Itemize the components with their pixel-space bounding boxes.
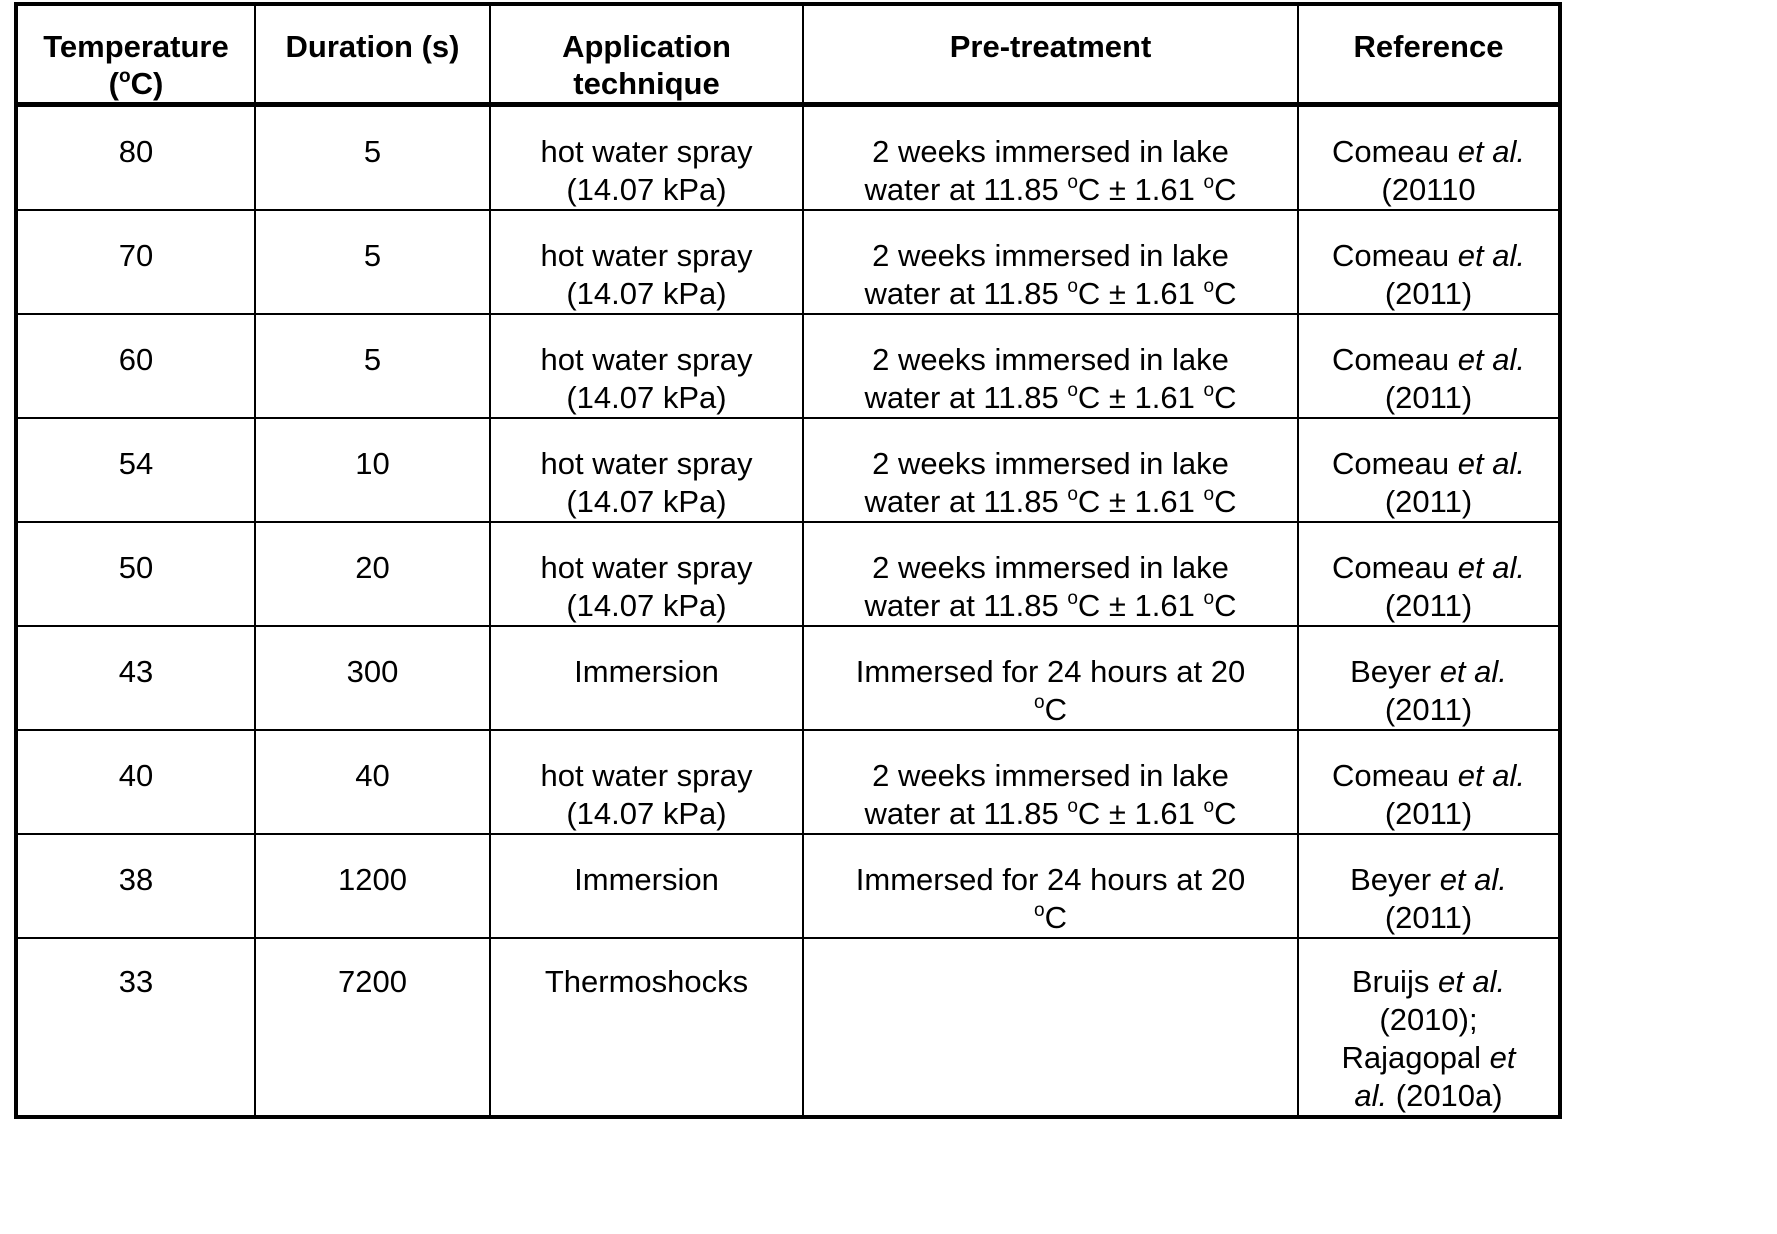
cell-duration bbox=[255, 938, 490, 1117]
cell-technique bbox=[490, 105, 803, 211]
duration-value: 5 bbox=[363, 134, 382, 169]
reference-etal: et al. bbox=[1439, 654, 1507, 689]
cell-reference bbox=[1298, 314, 1560, 418]
table-row bbox=[16, 418, 1560, 522]
cell-temperature bbox=[16, 730, 255, 834]
cell-reference bbox=[1298, 834, 1560, 938]
reference-author: Comeau bbox=[1331, 758, 1458, 793]
pretreatment-text: 2 weeks immersed in lake bbox=[872, 342, 1229, 377]
degree-sup: o bbox=[1067, 796, 1078, 817]
reference-etal: et al. bbox=[1457, 134, 1525, 169]
header-text: Application bbox=[562, 29, 731, 64]
table-row bbox=[16, 105, 1560, 211]
pretreatment-text: C ± 1.61 bbox=[1077, 276, 1204, 311]
table-row bbox=[16, 626, 1560, 730]
reference-year: (2011) bbox=[1384, 276, 1473, 311]
technique-text: hot water spray bbox=[540, 342, 753, 377]
pretreatment-text: water at 11.85 bbox=[864, 172, 1068, 207]
temperature-value: 70 bbox=[118, 238, 154, 273]
cell-pretreatment bbox=[803, 522, 1298, 626]
reference-year: (2011) bbox=[1384, 900, 1473, 935]
technique-text: (14.07 kPa) bbox=[566, 484, 727, 519]
technique-text: Immersion bbox=[574, 654, 719, 689]
reference-etal: et al. bbox=[1457, 238, 1525, 273]
reference-author: Rajagopal bbox=[1341, 1040, 1490, 1075]
data-table bbox=[14, 2, 1562, 1119]
temperature-value: 33 bbox=[118, 964, 154, 999]
pretreatment-text: water at 11.85 bbox=[864, 796, 1068, 831]
pretreatment-text: water at 11.85 bbox=[864, 588, 1068, 623]
cell-duration bbox=[255, 210, 490, 314]
table-row bbox=[16, 314, 1560, 418]
reference-etal: et bbox=[1489, 1040, 1516, 1075]
header-text: Duration (s) bbox=[285, 29, 460, 64]
cell-pretreatment bbox=[803, 834, 1298, 938]
cell-reference bbox=[1298, 210, 1560, 314]
cell-duration bbox=[255, 626, 490, 730]
duration-value: 5 bbox=[363, 342, 382, 377]
cell-duration bbox=[255, 105, 490, 211]
cell-technique bbox=[490, 210, 803, 314]
cell-duration bbox=[255, 730, 490, 834]
header-technique bbox=[490, 4, 803, 105]
degree-sup: o bbox=[1067, 484, 1078, 505]
reference-year: (2011) bbox=[1384, 484, 1473, 519]
pretreatment-text: water at 11.85 bbox=[864, 484, 1068, 519]
technique-text: (14.07 kPa) bbox=[566, 796, 727, 831]
header-text: ( bbox=[108, 66, 119, 101]
temperature-value: 40 bbox=[118, 758, 154, 793]
pretreatment-text: water at 11.85 bbox=[864, 276, 1068, 311]
temperature-value: 60 bbox=[118, 342, 154, 377]
table-row bbox=[16, 834, 1560, 938]
pretreatment-text: 2 weeks immersed in lake bbox=[872, 758, 1229, 793]
temperature-value: 43 bbox=[118, 654, 154, 689]
reference-author: Comeau bbox=[1331, 550, 1458, 585]
technique-text: (14.07 kPa) bbox=[566, 172, 727, 207]
technique-text: (14.07 kPa) bbox=[566, 380, 727, 415]
cell-technique bbox=[490, 418, 803, 522]
reference-etal: et al. bbox=[1457, 342, 1525, 377]
cell-reference bbox=[1298, 522, 1560, 626]
degree-sup: o bbox=[1067, 380, 1078, 401]
header-temperature bbox=[16, 4, 255, 105]
pretreatment-text: 2 weeks immersed in lake bbox=[872, 238, 1229, 273]
header-text: Pre-treatment bbox=[949, 29, 1152, 64]
duration-value: 7200 bbox=[338, 964, 407, 999]
header-duration bbox=[255, 4, 490, 105]
reference-author: Comeau bbox=[1331, 238, 1458, 273]
cell-temperature bbox=[16, 314, 255, 418]
degree-sup: o bbox=[1203, 796, 1215, 817]
reference-year: (2010a) bbox=[1387, 1078, 1503, 1113]
cell-temperature bbox=[16, 834, 255, 938]
reference-author: Beyer bbox=[1350, 654, 1440, 689]
degree-sup: o bbox=[1034, 900, 1045, 921]
duration-value: 5 bbox=[363, 238, 382, 273]
degree-sup: o bbox=[1067, 172, 1078, 193]
degree-sup: o bbox=[1067, 276, 1078, 297]
header-text: Reference bbox=[1353, 29, 1504, 64]
technique-text: hot water spray bbox=[540, 550, 753, 585]
technique-text: (14.07 kPa) bbox=[566, 588, 727, 623]
reference-etal: et al. bbox=[1457, 550, 1525, 585]
pretreatment-text: C ± 1.61 bbox=[1077, 796, 1204, 831]
reference-year: (2011) bbox=[1384, 796, 1473, 831]
pretreatment-text: C bbox=[1214, 172, 1237, 207]
cell-pretreatment bbox=[803, 938, 1298, 1117]
header-row bbox=[16, 4, 1560, 105]
reference-year: (2011) bbox=[1384, 588, 1473, 623]
cell-duration bbox=[255, 522, 490, 626]
cell-reference bbox=[1298, 418, 1560, 522]
cell-temperature bbox=[16, 938, 255, 1117]
pretreatment-text: C ± 1.61 bbox=[1077, 588, 1204, 623]
pretreatment-text: C bbox=[1044, 692, 1067, 727]
pretreatment-text: C ± 1.61 bbox=[1077, 484, 1204, 519]
degree-sup: o bbox=[1203, 276, 1215, 297]
cell-temperature bbox=[16, 522, 255, 626]
reference-etal: et al. bbox=[1437, 964, 1506, 999]
degree-sup: o bbox=[1203, 588, 1215, 609]
degree-sup: o bbox=[1034, 692, 1045, 713]
reference-author: Bruijs bbox=[1351, 964, 1438, 999]
degree-sup: o bbox=[1067, 588, 1078, 609]
cell-temperature bbox=[16, 418, 255, 522]
degree-sup: o bbox=[1203, 172, 1215, 193]
cell-technique bbox=[490, 938, 803, 1117]
reference-etal: et al. bbox=[1457, 446, 1525, 481]
reference-year: (2010); bbox=[1379, 1002, 1478, 1037]
pretreatment-text: C bbox=[1044, 900, 1067, 935]
duration-value: 10 bbox=[355, 446, 390, 481]
pretreatment-text: Immersed for 24 hours at 20 bbox=[855, 862, 1246, 897]
table-row bbox=[16, 522, 1560, 626]
pretreatment-text: C ± 1.61 bbox=[1077, 172, 1204, 207]
cell-duration bbox=[255, 314, 490, 418]
reference-etal: et al. bbox=[1457, 758, 1525, 793]
header-text: Temperature bbox=[43, 29, 229, 64]
cell-technique bbox=[490, 834, 803, 938]
pretreatment-text: water at 11.85 bbox=[864, 380, 1068, 415]
technique-text: hot water spray bbox=[540, 758, 753, 793]
header-text: technique bbox=[573, 66, 720, 101]
pretreatment-text: C bbox=[1214, 484, 1237, 519]
technique-text: (14.07 kPa) bbox=[566, 276, 727, 311]
reference-etal: et al. bbox=[1439, 862, 1507, 897]
cell-duration bbox=[255, 834, 490, 938]
cell-pretreatment bbox=[803, 626, 1298, 730]
pretreatment-text: 2 weeks immersed in lake bbox=[872, 550, 1229, 585]
technique-text: Thermoshocks bbox=[544, 964, 749, 999]
cell-reference bbox=[1298, 938, 1560, 1117]
reference-year: (2011) bbox=[1384, 380, 1473, 415]
table-row bbox=[16, 210, 1560, 314]
pretreatment-text: C bbox=[1214, 276, 1237, 311]
cell-pretreatment bbox=[803, 314, 1298, 418]
duration-value: 20 bbox=[355, 550, 390, 585]
reference-author: Comeau bbox=[1331, 342, 1458, 377]
cell-reference bbox=[1298, 626, 1560, 730]
pretreatment-text: Immersed for 24 hours at 20 bbox=[855, 654, 1246, 689]
cell-technique bbox=[490, 314, 803, 418]
temperature-value: 80 bbox=[118, 134, 154, 169]
header-reference bbox=[1298, 4, 1560, 105]
header-pretreatment bbox=[803, 4, 1298, 105]
temperature-value: 38 bbox=[118, 862, 154, 897]
table-row bbox=[16, 730, 1560, 834]
degree-sup: o bbox=[119, 66, 131, 87]
technique-text: hot water spray bbox=[540, 238, 753, 273]
duration-value: 1200 bbox=[338, 862, 407, 897]
cell-pretreatment bbox=[803, 730, 1298, 834]
pretreatment-text: C bbox=[1214, 380, 1237, 415]
cell-temperature bbox=[16, 105, 255, 211]
cell-duration bbox=[255, 418, 490, 522]
temperature-value: 54 bbox=[118, 446, 154, 481]
technique-text: hot water spray bbox=[540, 446, 753, 481]
cell-pretreatment bbox=[803, 418, 1298, 522]
header-text: C) bbox=[130, 66, 164, 101]
reference-year: (2011) bbox=[1384, 692, 1473, 727]
cell-technique bbox=[490, 626, 803, 730]
cell-pretreatment bbox=[803, 210, 1298, 314]
pretreatment-text: 2 weeks immersed in lake bbox=[872, 446, 1229, 481]
cell-reference bbox=[1298, 105, 1560, 211]
reference-etal: al. bbox=[1354, 1078, 1388, 1113]
pretreatment-text: C bbox=[1214, 588, 1237, 623]
pretreatment-text: 2 weeks immersed in lake bbox=[872, 134, 1229, 169]
cell-technique bbox=[490, 522, 803, 626]
reference-author: Comeau bbox=[1331, 134, 1458, 169]
reference-author: Comeau bbox=[1331, 446, 1458, 481]
cell-temperature bbox=[16, 626, 255, 730]
cell-pretreatment bbox=[803, 105, 1298, 211]
reference-author: Beyer bbox=[1350, 862, 1440, 897]
degree-sup: o bbox=[1203, 484, 1215, 505]
pretreatment-text: C bbox=[1214, 796, 1237, 831]
cell-temperature bbox=[16, 210, 255, 314]
reference-year: (20110 bbox=[1381, 172, 1476, 207]
technique-text: hot water spray bbox=[540, 134, 753, 169]
technique-text: Immersion bbox=[574, 862, 719, 897]
cell-reference bbox=[1298, 730, 1560, 834]
duration-value: 40 bbox=[355, 758, 390, 793]
table-row bbox=[16, 938, 1560, 1117]
cell-technique bbox=[490, 730, 803, 834]
degree-sup: o bbox=[1203, 380, 1215, 401]
pretreatment-text: C ± 1.61 bbox=[1077, 380, 1204, 415]
duration-value: 300 bbox=[346, 654, 399, 689]
temperature-value: 50 bbox=[118, 550, 154, 585]
